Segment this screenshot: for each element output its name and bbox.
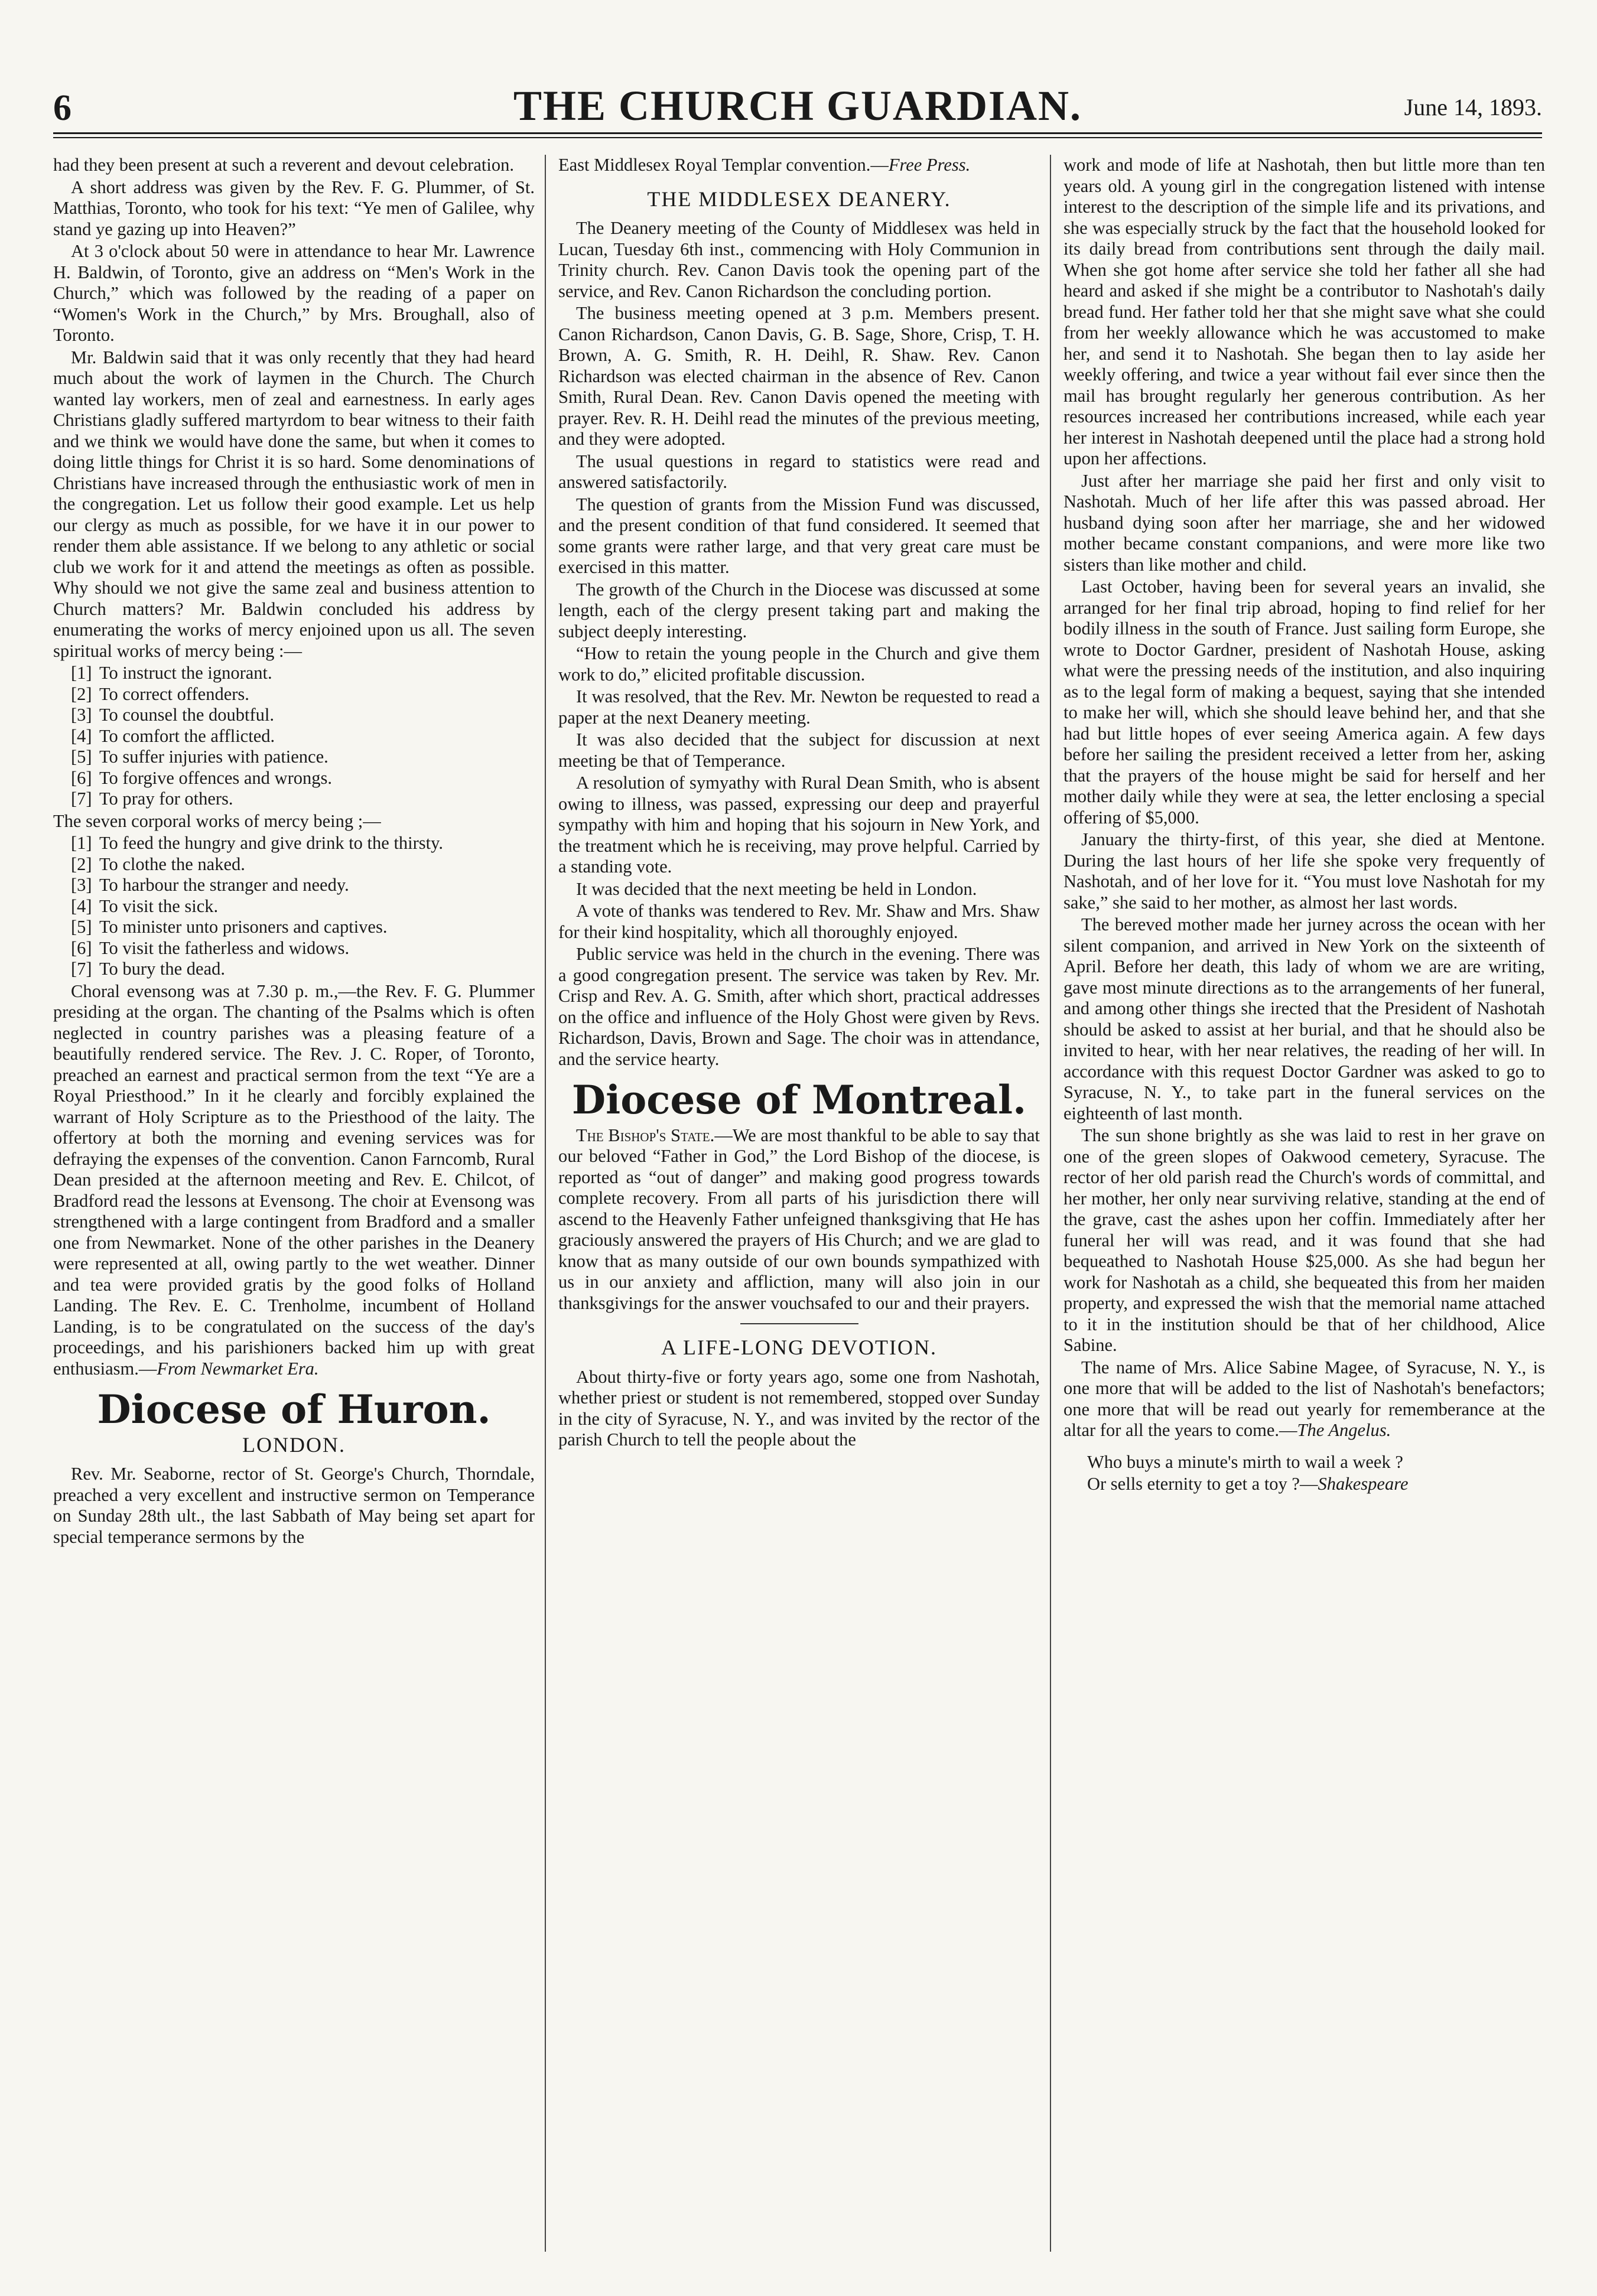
paragraph: The seven corporal works of mercy being ;— [53, 810, 381, 831]
section-heading-diocese-huron: Diocese of Huron. [97, 1386, 491, 1432]
list-item: [3] To harbour the stranger and needy. [71, 875, 349, 895]
list-item: [5] To minister unto prisoners and captives. [71, 917, 388, 937]
paragraph: Rev. Mr. Seaborne, rector of St. George's Church, Thorndale, preached a very excellent and instructive sermon on Temperance on Sunday 28th ult., the last Sabbath of May being set apart for special temperance sermons by the [53, 1464, 535, 1547]
list-item: [6] To visit the fatherless and widows. [71, 937, 350, 958]
list-item: [4] To comfort the afflicted. [71, 725, 275, 746]
paragraph: At 3 o'clock about 50 were in attendance to hear Mr. Lawrence H. Baldwin, of Toronto, give an address on “Men's Work in the Church,” which was followed by the reading of a paper on “Women's Work in the Church,” by Mrs. Broughall, also of Toronto. [53, 241, 535, 345]
list-item: [5] To suffer injuries with patience. [71, 747, 328, 767]
paragraph: had they been present at such a reverent and devout celebration. [53, 155, 514, 175]
list-item: [4] To visit the sick. [71, 895, 219, 916]
closing-verse [1063, 1452, 1545, 1495]
header-rule-thin [53, 137, 1542, 138]
spiritual-works-list [53, 663, 535, 810]
paragraph: A short address was given by the Rev. F. G. Plummer, of St. Matthias, Toronto, who took for his text: “Ye men of Galilee, why stand ye gazing up into Heaven?” [53, 177, 535, 239]
list-item: [2] To correct offenders. [71, 683, 249, 704]
column-3 [1063, 155, 1545, 1496]
verse-line: Or sells eternity to get a toy ?—Shakespeare [1087, 1474, 1409, 1494]
paragraph: Mr. Baldwin said that it was only recently that they had heard much about the work of laymen in the Church. The Church wanted lay workers, men of zeal and earnestness. In early ages Christians gladly suffered martyrdom to bear witness to their faith and we think we would have done the same, but when it comes to doing little things for Christ it is so hard. Some denominations of Christians have increased through the enthusiastic work of men in the congregation. Let us follow their good example. Let us help our clergy as much as possible, for we have it in our power to render them able assistance. If we belong to any athletic or social club we work for it and attend the meetings as often as possible. Why should we not give the same zeal and business attention to Church matters? Mr. Baldwin concluded his address by enumerating the works of mercy enjoined upon us all. The seven spiritual works of mercy being :— [53, 347, 535, 661]
subheading-life-long-devotion: A LIFE-LONG DEVOTION. [661, 1336, 937, 1359]
column-divider [545, 155, 546, 2252]
paragraph: Public service was held in the church in the evening. There was a good congregation present. The service was taken by Rev. Mr. Crisp and Rev. A. G. Smith, after which short, practical addresses on the office and influence of the Holy Ghost were given by Revs. Richardson, Davis, Brown and Sage. The choir was in attendance, and the service hearty. [558, 944, 1040, 1069]
lead-in: The Bishop's State. [576, 1125, 715, 1145]
paragraph: “How to retain the young people in the Church and give them work to do,” elicited profitable discussion. [558, 643, 1040, 685]
verse-line: Who buys a minute's mirth to wail a week ? [1087, 1451, 1403, 1472]
paragraph: The sun shone brightly as she was laid to rest in her grave on one of the green slopes of Oakwood cemetery, Syracuse. The rector of her old parish read the Church's words of committal, and her mother, her only near surviving relative, standing at the end of the grave, cast the ashes upon her coffin. Immediately after her funeral her will was read, and it was found that she had bequeathed to Nashotah House $25,000. As she had begun her work for Nashotah as a child, she bequeated this from her maiden property, and expressed the wish that the memorial name attached to it in the institution should be that of her childhood, Alice Sabine. [1063, 1125, 1545, 1355]
source-credit: From Newmarket Era. [157, 1358, 319, 1379]
paragraph: January the thirty-first, of this year, she died at Mentone. During the last hours of her life she spoke very frequently of Nashotah, and of her love for it. “You must love Nashotah for my sake,” she said to her mother, as almost her last words. [1063, 829, 1545, 913]
list-item: [1] To instruct the ignorant. [71, 663, 272, 683]
source-credit: Shakespeare [1318, 1474, 1409, 1494]
paragraph: A resolution of symyathy with Rural Dean Smith, who is absent owing to illness, was passed, expressing our deep and prayerful sympathy with him and hoping that his sojourn in New York, and the treatment which he is receiving, may prove helpful. Carried by a standing vote. [558, 773, 1040, 877]
section-heading-diocese-montreal: Diocese of Montreal. [571, 1077, 1027, 1123]
paragraph: The name of Mrs. Alice Sabine Magee, of Syracuse, N. Y., is one more that will be added to the list of Nashotah's benefactors; one more that will be read out yearly for rememberance at the altar for all the years to come.—The Angelus. [1063, 1357, 1545, 1440]
list-item: [1] To feed the hungry and give drink to the thirsty. [71, 833, 444, 853]
paragraph: It was also decided that the subject for discussion at next meeting be that of Temperance. [558, 729, 1040, 771]
paragraph: The bereved mother made her jurney across the ocean with her silent companion, and arrived in New York on the sixteenth of April. Before her death, this lady of whom we are are writing, gave most minute directions as to the arrangements of her funeral, and among other things she irected that the President of Nashotah should be asked to assist at her burial, and that he should also be invited to hear, with her near relatives, the reading of her will. In accordance with this request Doctor Gardner was asked to go to Syracuse, N. Y., to take part in the funeral services on the eighteenth of last month. [1063, 914, 1545, 1123]
paragraph: Choral evensong was at 7.30 p. m.,—the Rev. F. G. Plummer presiding at the organ. The chanting of the Psalms which is often neglected in country parishes was a pleasing feature of a beautifully rendered service. The Rev. J. C. Roper, of Toronto, preached an earnest and practical sermon from the text “Ye are a Royal Priesthood.” In it he clearly and forcibly explained the warrant of Holy Scripture as to the Priesthood of the laity. The offertory at both the morning and evening services was for defraying the expenses of the convention. Canon Farncomb, Rural Dean presided at the afternoon meeting and Rev. E. Chilcot, of Bradford read the lessons at Evensong. The choir at Evensong was strengthened with a large contingent from Bradford and a smaller one from Newmarket. None of the other parishes in the Deanery were represented at all, owing partly to the wet weather. Dinner and tea were provided gratis by the good folks of Holland Landing. The Rev. E. C. Trenholme, incumbent of Holland Landing, is to be congratulated on the success of the day's proceedings, and his parishioners backed him up with great enthusiasm.—From Newmarket Era. [53, 981, 535, 1379]
paragraph: The Deanery meeting of the County of Middlesex was held in Lucan, Tuesday 6th inst., commencing with Holy Communion in Trinity church. Rev. Canon Davis took the opening part of the service, and Rev. Canon Richardson the concluding portion. [558, 218, 1040, 301]
issue-date: June 14, 1893. [1404, 94, 1542, 121]
list-item: [2] To clothe the naked. [71, 854, 245, 874]
paragraph: About thirty-five or forty years ago, some one from Nashotah, whether priest or student is not remembered, stopped over Sunday in the city of Syracuse, N. Y., and was invited by the rector of the parish Church to tell the people about the [558, 1366, 1040, 1450]
section-divider [740, 1323, 858, 1324]
subheading-london: LONDON. [242, 1432, 346, 1457]
paragraph: East Middlesex Royal Templar convention.—Free Press. [558, 155, 971, 175]
paragraph: A vote of thanks was tendered to Rev. Mr. Shaw and Mrs. Shaw for their kind hospitality, which all thoroughly enjoyed. [558, 901, 1040, 942]
paragraph: The usual questions in regard to statistics were read and answered satisfactorily. [558, 451, 1040, 492]
column-1 [53, 155, 535, 1549]
source-credit: The Angelus. [1297, 1420, 1391, 1440]
paragraph: The Bishop's State.—We are most thankful to be able to say that our beloved “Father in God,” the Lord Bishop of the diocese, is reported as “out of danger” and making good progress towards complete recovery. From all parts of his jurisdiction there will ascend to the Heavenly Father unfeigned thanksgiving that He has graciously answered the prayers of His Church; and we are glad to know that as many outside of our own bounds sympathized with us in our anxiety and affliction, many will also join in our thanksgivings for the answer vouchsafed to our and their prayers. [558, 1125, 1040, 1313]
paragraph: The question of grants from the Mission Fund was discussed, and the present condition of that fund considered. It seemed that some grants were rather large, and that very great care must be exercised in this matter. [558, 494, 1040, 577]
paragraph: It was decided that the next meeting be held in London. [576, 878, 977, 899]
page-number: 6 [53, 88, 71, 128]
masthead [53, 82, 1542, 129]
paragraph: The growth of the Church in the Diocese was discussed at some length, each of the clergy present taking part and making the subject deeply interesting. [558, 579, 1040, 641]
paragraph: Last October, having been for several years an invalid, she arranged for her final trip abroad, hoping to find relief for her bodily illness in the south of France. Just sailing form Europe, she wrote to Doctor Gardner, president of Nashotah House, asking what were the pressing needs of the institution, and also inquiring as to the legal form of making a bequest, saying that she intended to make her will, which she should leave behind her, and that she had but little hopes of ever seeing America again. A few days before her sailing the president received a letter from her, asking that the prayers of the house might be said for herself and her mother daily while they were at sea, the letter enclosing a special offering of $5,000. [1063, 577, 1545, 828]
list-item: [6] To forgive offences and wrongs. [71, 767, 332, 788]
header-rule [53, 132, 1542, 134]
paragraph: work and mode of life at Nashotah, then but little more than ten years old. A young girl in the congregation listened with intense interest to the description of the simple life and its privations, and she was especially struck by the fact that the household looked for its daily bread from contributions sent through the daily mail. When she got home after service she told her father all she had heard and asked if she might be a contributor to Nashotah's daily bread fund. Her father told her that she might save what she could from her weekly allowance which he was accustomed to make her, and send it to Nashotah. She began then to lay aside her weekly offering, and twice a year without fail ever since then the mail has brought regularly her generous contribution. As her resources increased her contributions increased, while each year her interest in Nashotah deepened until the place had a strong hold upon her affections. [1063, 155, 1545, 468]
subheading-middlesex-deanery: THE MIDDLESEX DEANERY. [647, 187, 951, 211]
column-2 [558, 155, 1040, 1452]
paragraph: It was resolved, that the Rev. Mr. Newton be requested to read a paper at the next Deanery meeting. [558, 686, 1040, 728]
list-item: [7] To pray for others. [71, 789, 233, 809]
list-item: [3] To counsel the doubtful. [71, 705, 275, 725]
column-divider [1050, 155, 1051, 2252]
paragraph: Just after her marriage she paid her first and only visit to Nashotah. Much of her life after this was passed abroad. Her husband dying soon after her marriage, she and her widowed mother became constant companions, and were more like two sisters than like mother and child. [1063, 470, 1545, 575]
newspaper-title: THE CHURCH GUARDIAN. [513, 82, 1082, 129]
paragraph: The business meeting opened at 3 p.m. Members present. Canon Richardson, Canon Davis, G. B. Sage, Shore, Crisp, T. H. Brown, A. G. Smith, R. H. Deihl, R. Shaw. Rev. Canon Richardson was elected chairman in the absence of Rev. Canon Smith, Rural Dean. Rev. Canon Davis opened the meeting with prayer. Rev. R. H. Deihl read the minutes of the previous meeting, and they were adopted. [558, 303, 1040, 449]
corporal-works-list [53, 833, 535, 980]
source-credit: Free Press. [888, 155, 971, 175]
list-item: [7] To bury the dead. [71, 959, 225, 979]
